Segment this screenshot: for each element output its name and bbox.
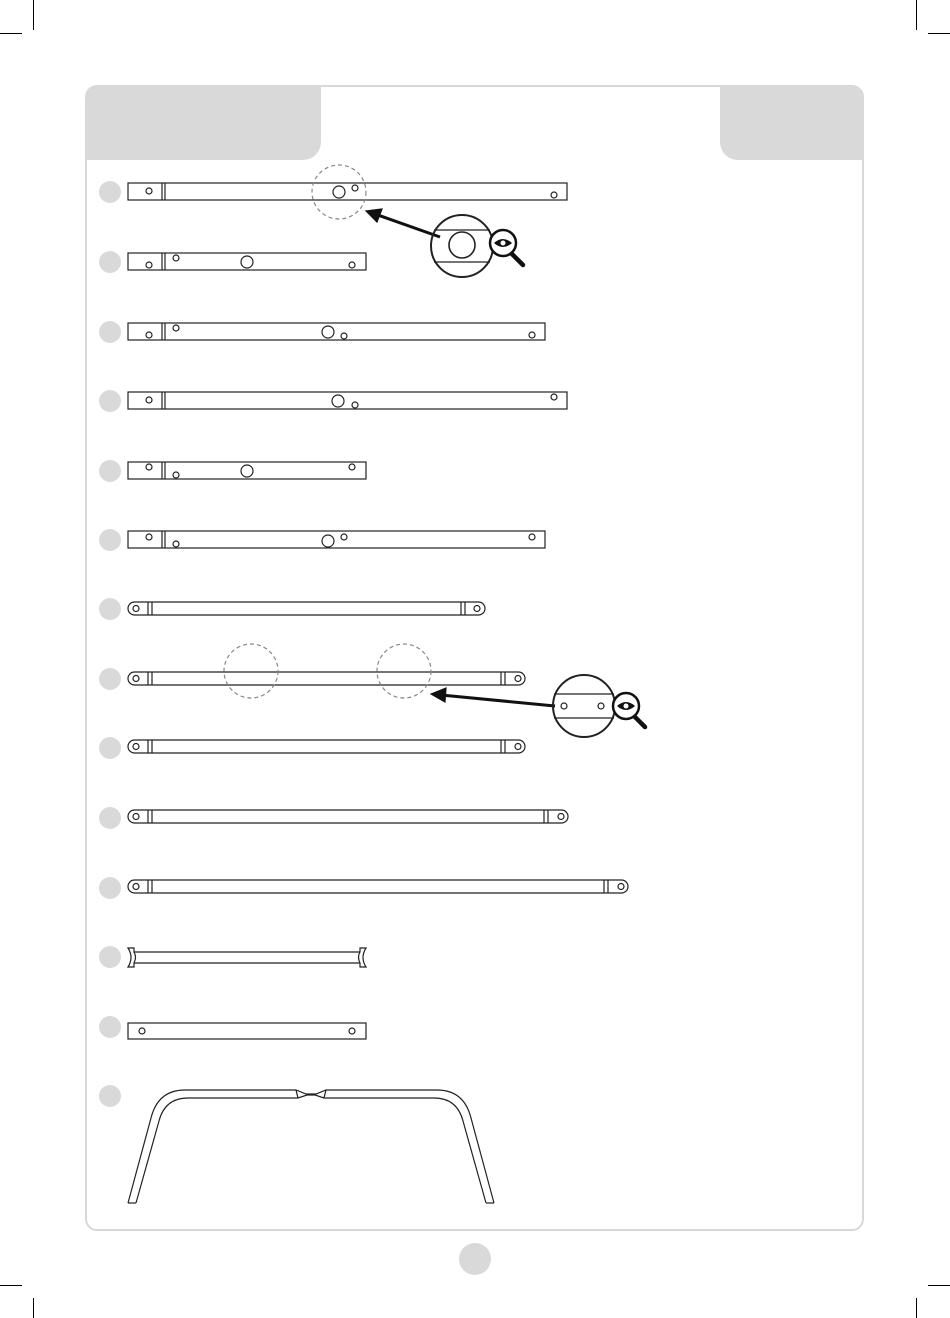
callout-arrow bbox=[366, 209, 440, 237]
part-12-notched-tube bbox=[128, 948, 366, 967]
part-9-round-tube bbox=[128, 740, 525, 753]
part-6-flat-bar bbox=[128, 531, 545, 548]
part-5-flat-bar bbox=[128, 462, 366, 479]
part-14-u-frame bbox=[128, 1090, 494, 1203]
part-7-round-tube bbox=[128, 602, 485, 615]
callout-arrow bbox=[431, 688, 555, 706]
magnifier-eye-icon bbox=[613, 693, 645, 727]
detail-callout-tube bbox=[224, 644, 431, 698]
magnified-detail-tube bbox=[553, 675, 615, 737]
part-1-flat-bar bbox=[128, 183, 567, 200]
part-4-flat-bar bbox=[128, 392, 567, 409]
part-10-round-tube bbox=[128, 810, 568, 823]
magnifier-eye-icon bbox=[490, 230, 523, 265]
part-13-short-flat-bar bbox=[128, 1023, 366, 1039]
part-2-flat-bar bbox=[128, 253, 366, 270]
detail-callout-hole bbox=[312, 165, 366, 219]
part-3-flat-bar bbox=[128, 323, 545, 340]
part-11-round-tube bbox=[128, 880, 628, 893]
part-8-round-tube bbox=[128, 672, 525, 685]
magnified-detail-hole bbox=[431, 215, 493, 277]
